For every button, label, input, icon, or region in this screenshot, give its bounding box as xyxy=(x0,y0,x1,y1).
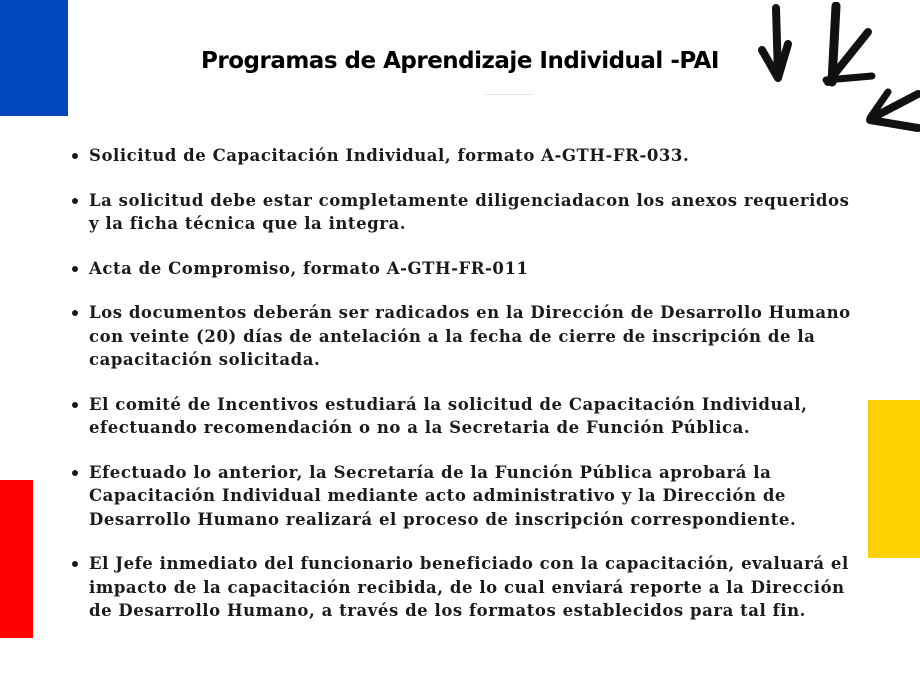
list-item: Los documentos deberán ser radicados en la Dirección de Desarrollo Humano con veinte (20) días de antelación a la fecha de cierre de inscripción de la capacitación solicitada. xyxy=(70,301,860,372)
red-decor-block xyxy=(0,480,33,638)
list-item: Efectuado lo anterior, la Secretaría de la Función Pública aprobará la Capacitación Individual mediante acto administrativo y la Dirección de Desarrollo Humano realizará el proceso de inscripción correspondiente. xyxy=(70,461,860,532)
yellow-decor-block xyxy=(868,400,920,558)
requirements-list xyxy=(70,144,860,644)
title-underline xyxy=(485,94,533,95)
list-item: El comité de Incentivos estudiará la solicitud de Capacitación Individual, efectuando recomendación o no a la Secretaria de Función Pública. xyxy=(70,393,860,440)
list-item: Solicitud de Capacitación Individual, formato A-GTH-FR-033. xyxy=(70,144,860,168)
slide-title: Programas de Aprendizaje Individual -PAI xyxy=(201,48,719,74)
list-item: El Jefe inmediato del funcionario beneficiado con la capacitación, evaluará el impacto de la capacitación recibida, de lo cual enviará reporte a la Dirección de Desarrollo Humano, a través de los formatos establecidos para tal fin. xyxy=(70,552,860,623)
list-item: Acta de Compromiso, formato A-GTH-FR-011 xyxy=(70,257,860,281)
list-item: La solicitud debe estar completamente diligenciadacon los anexos requeridos y la ficha técnica que la integra. xyxy=(70,189,860,236)
